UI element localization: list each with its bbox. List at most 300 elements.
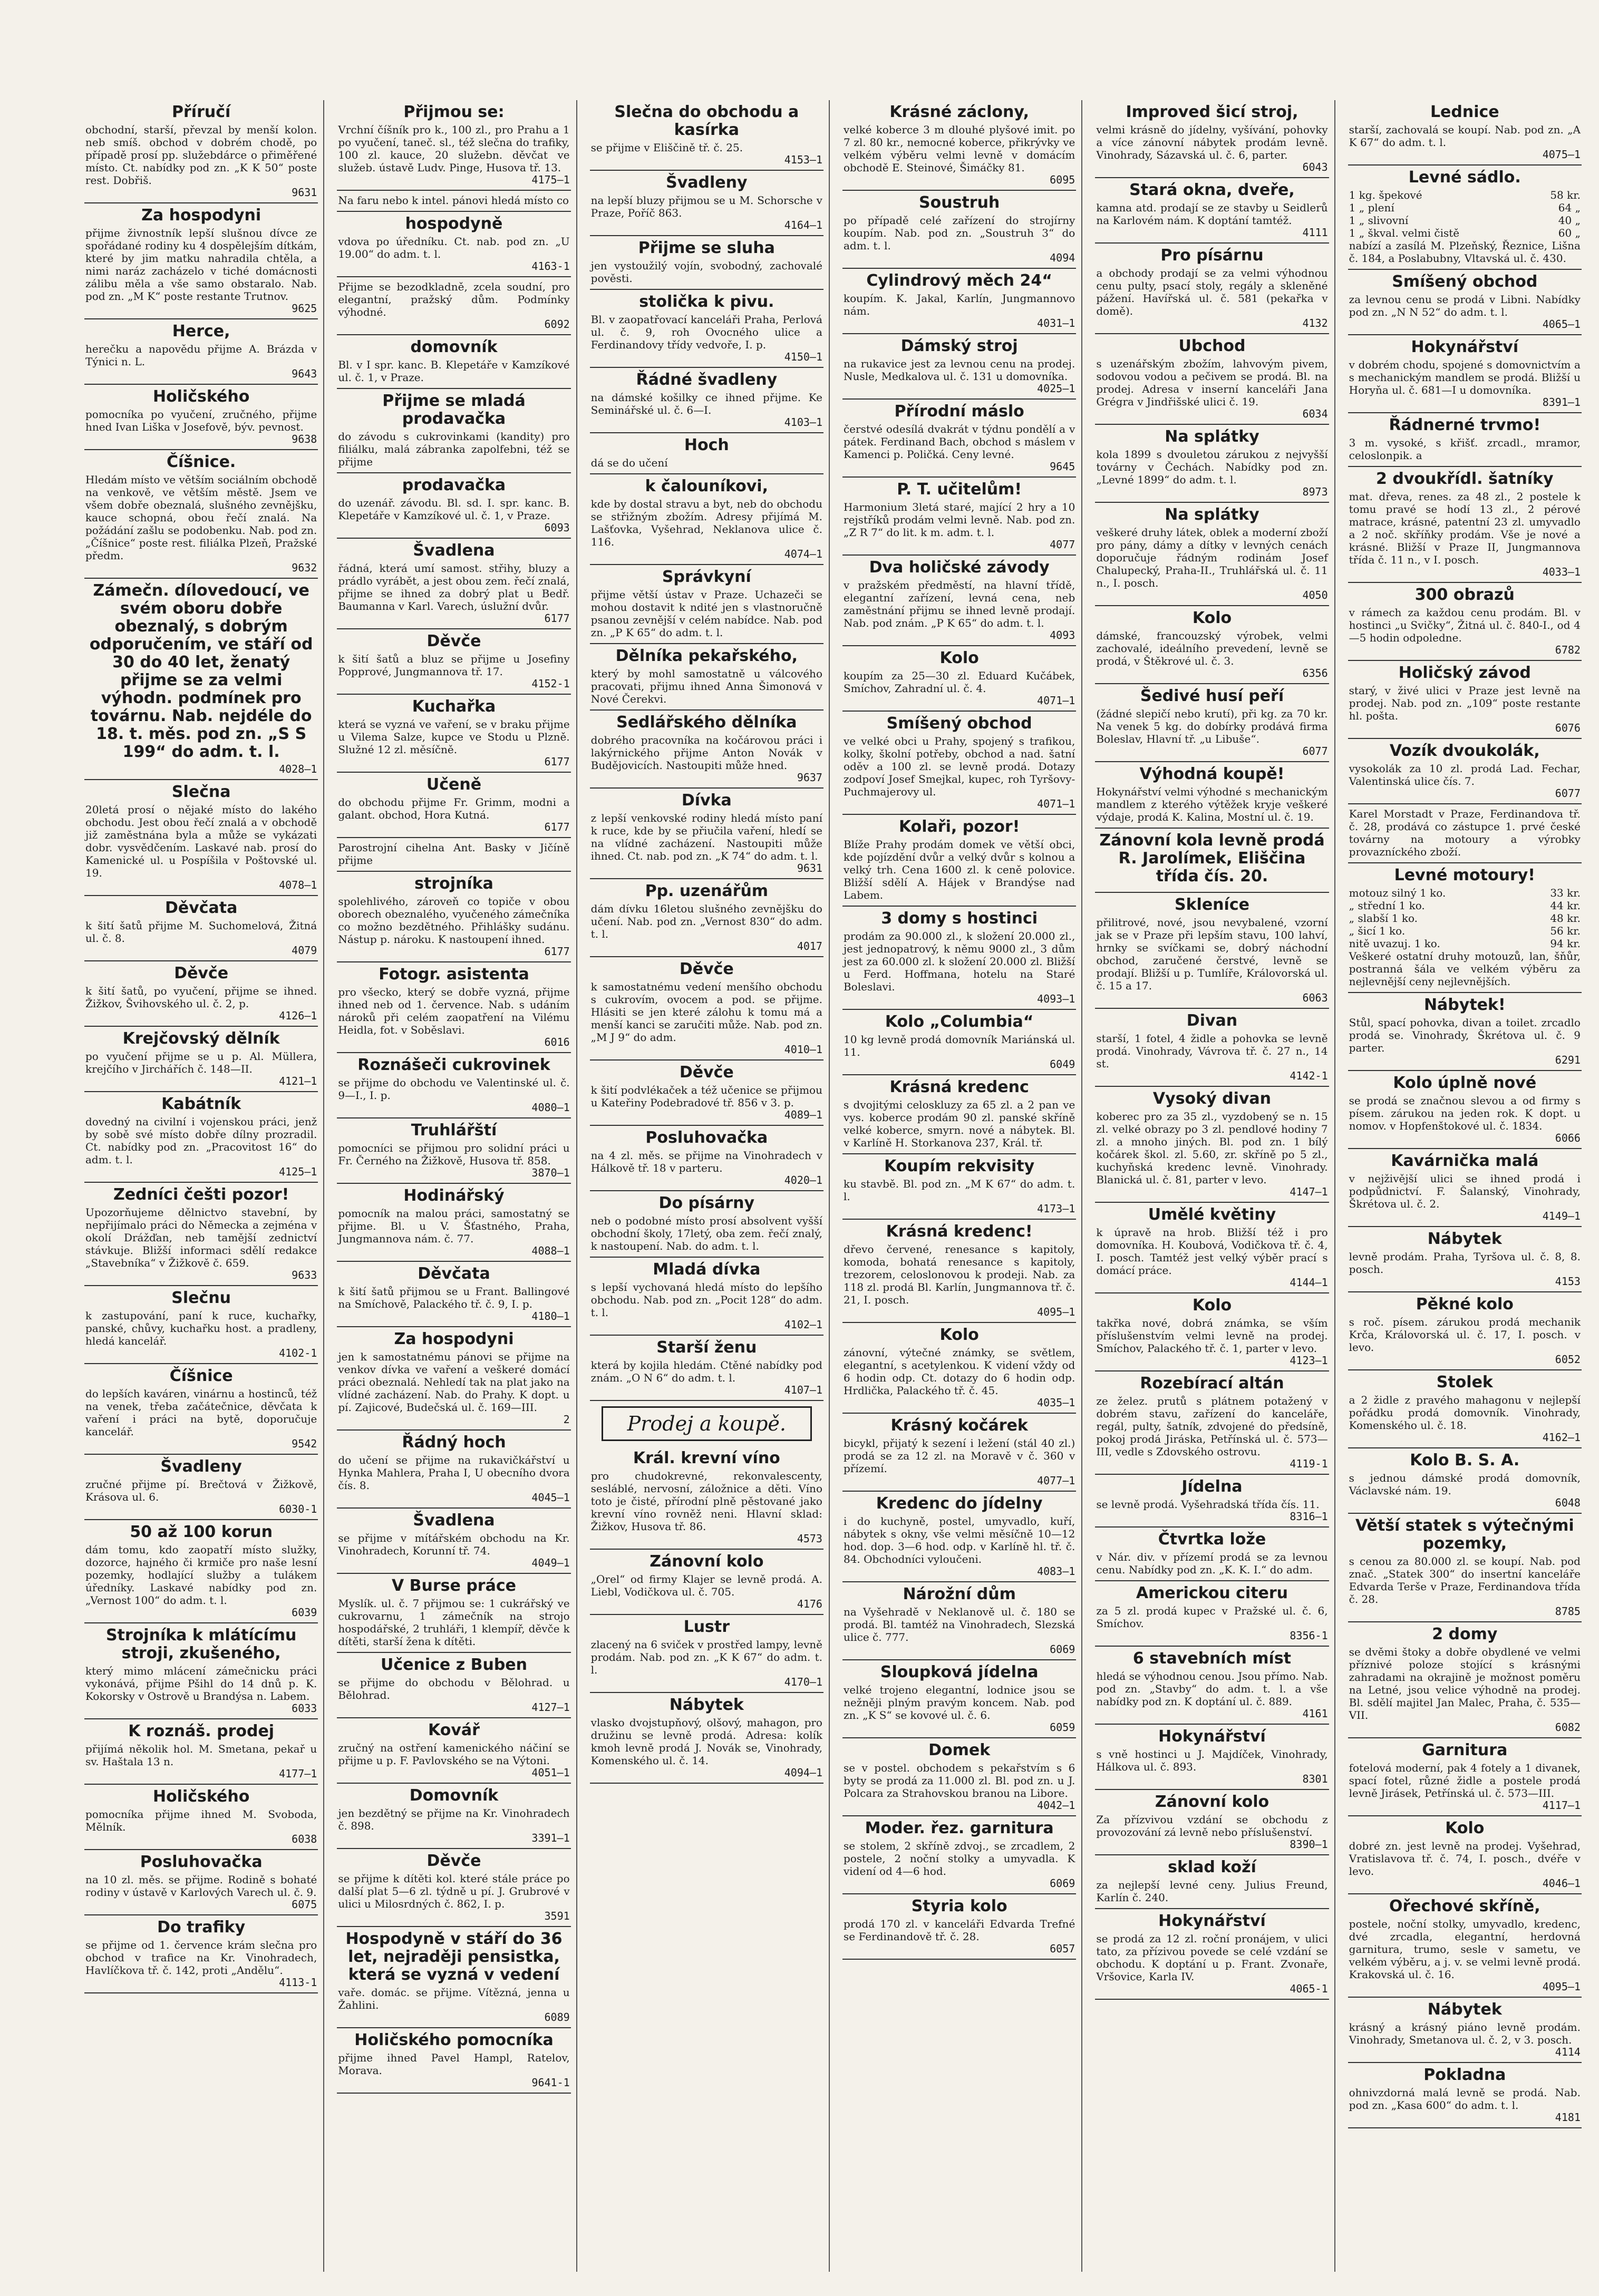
ad-reference-number: 4046—1 <box>1542 1877 1581 1890</box>
ad-reference-number: 4102—1 <box>784 1318 822 1331</box>
ad-headline: Učenice z Buben <box>380 1656 527 1674</box>
ad-reference-number: 4094 <box>1050 251 1075 264</box>
ad-body: kola 1899 s dvouletou zárukou z nejvyšší továrny v Čechách. Nabídky pod zn. „Levné 1899“ do adm. t. l. <box>1096 448 1328 486</box>
ad-headline: Učeně <box>426 775 482 794</box>
ad-body-continued: nabízí a zasílá M. Plzeňský, Řeznice, Lišna č. 184, a Poslabubny, Vltavská ul. č. 430. <box>1349 239 1581 265</box>
ad-body: dobrého pracovníka na kočárovou práci i lakýrnického přijme Anton Novák v Budějovicích. Nastoupiti může hned. <box>590 734 822 772</box>
ad-body: se levně prodá. Vyšehradská třída čís. 11. <box>1096 1498 1320 1511</box>
ad-headline: Dva holičské závody <box>869 558 1050 577</box>
ad-body: Stůl, spací pohovka, divan a toilet. zrcadlo prodá se. Vinohrady, Škrétova ul. č. 9 parter. <box>1349 1016 1581 1054</box>
ad-body: Na faru nebo k intel. pánovi hledá místo co <box>338 194 569 207</box>
ad-body: velmi krásně do jídelny, vyšívání, pohovky a více zánovní nábytek prodám levně. Vinohrady, Sázavská ul. č. 6, parter. <box>1096 123 1328 161</box>
ad-headline: Řádný hoch <box>402 1433 506 1452</box>
ad-reference-number: 6356 <box>1302 667 1328 679</box>
classified-ad <box>842 1816 1076 1894</box>
ad-reference-number: 4088—1 <box>531 1244 570 1257</box>
ad-body: s uzenářským zbožím, lahvovým pivem, sodovou vodou a pečivem se prodá. Bl. na prodej. Adresa v inserní kanceláři Jana Grégra v Jindřišské ulici č. 19. <box>1096 357 1328 408</box>
classified-ad <box>590 368 823 433</box>
classified-ad <box>84 319 318 385</box>
ad-headline: Soustruh <box>919 193 1000 212</box>
price-item: 1 „ škval. velmi čistě <box>1349 227 1460 239</box>
ad-body: koberec pro za 35 zl., vyzdobený se n. 15 zl. velké obrazy po 3 zl. pendlové hodiny 7 zl. a mnoho jiných. Bl. pod zn. 1 bílý kočárek škol. zl. 5.60, zr. skříně po 5 zl., kuchyňská kredenc levně. Vinohrady. Blanická ul. č. 81, parter v levo. <box>1096 1110 1328 1186</box>
classified-ad <box>590 290 823 368</box>
ad-body: se přijme v Eliščině tř. č. 25. <box>590 141 743 154</box>
classified-ad <box>337 1431 570 1509</box>
classified-ad <box>1348 166 1582 270</box>
ad-headline: Kolo <box>939 649 979 667</box>
ad-column <box>585 100 830 2272</box>
ad-headline: Levné sádlo. <box>1408 168 1521 187</box>
ad-reference-number: 6077 <box>1302 745 1328 757</box>
ad-reference-number: 6177 <box>544 821 570 833</box>
ad-reference-number: 6038 <box>292 1833 317 1845</box>
ad-body: koupím. K. Jakal, Karlín, Jungmannovo nám. <box>843 292 1075 317</box>
ad-body: ze želez. prutů s plátnem potažený v dobrém stavu, zařízení do kanceláře, regál, pulty, šatník, zdvojené do předsíně, pokoj prodá Jiráska, Petřínská ul. č. 573—III, vedle s Zdovského ostrovu. <box>1096 1395 1328 1458</box>
ad-headline: Děvče <box>427 1852 481 1870</box>
ad-reference-number: 4065-1 <box>1290 1982 1328 1995</box>
ad-headline: K roznáš. prodej <box>128 1722 275 1740</box>
ad-headline: Kavárnička malá <box>1391 1152 1539 1170</box>
ad-headline: Cylindrový měch 24“ <box>866 271 1052 290</box>
ad-reference-number: 4103—1 <box>784 416 822 429</box>
ad-reference-number: 4074—1 <box>784 548 822 560</box>
ad-reference-number: 9643 <box>292 367 317 380</box>
ad-reference-number: 6092 <box>544 318 570 330</box>
ad-body: do obchodu přijme Fr. Grimm, modni a galant. obchod, Hora Kutná. <box>338 796 570 821</box>
classified-ad <box>842 1582 1076 1660</box>
ad-headline: Nábytek <box>1427 2000 1502 2019</box>
ad-reference-number: 4153 <box>1555 1275 1581 1288</box>
price-value: 33 kr. <box>1550 887 1581 899</box>
ad-reference-number: 6082 <box>1555 1721 1581 1734</box>
classified-ad <box>1095 244 1329 334</box>
classified-ad <box>842 907 1076 1010</box>
ad-body: vdova po úředníku. Ct. nab. pod zn. „U 19.00“ do adm. t. l. <box>338 235 570 260</box>
ad-body: v Nár. div. v přízemí prodá se za levnou cenu. Nabídky pod zn. „K. K. I.“ do adm. <box>1096 1551 1328 1576</box>
ad-reference-number: 4102-1 <box>279 1347 317 1359</box>
classified-ad <box>1095 1909 1329 2000</box>
ad-reference-number: 4163-1 <box>531 260 570 273</box>
ad-reference-number: 4126—1 <box>279 1009 317 1022</box>
ad-reference-number: 4162—1 <box>1542 1431 1581 1444</box>
classified-ad <box>590 789 823 879</box>
ad-body: k šití šatů přijmou se u Frant. Ballingové na Smíchově, Palackého tř. č. 9, I. p. <box>338 1285 570 1310</box>
ad-headline: Hoch <box>684 436 729 454</box>
ad-reference-number: 6077 <box>1555 787 1581 800</box>
ad-body: řádná, která umí samost. střihy, bluzy a prádlo vyrábět, a jest obou zem. řečí znalá, přijme se ihned za dobrý plat u Bedř. Baumanna v Karl. Varech, úslužní dvůr. <box>338 562 570 612</box>
ad-headline: Král. krevní víno <box>633 1449 780 1467</box>
ad-body: s lepší vychovaná hledá místo do lepšího obchodu. Nab. pod zn. „Pocit 128“ do adm. t. l. <box>590 1281 822 1319</box>
ad-body: pomocníka po vyučení, zručného, přijme hned Ivan Liška v Josefově, býv. pevnost. <box>85 408 317 433</box>
classified-ad <box>1348 1071 1582 1149</box>
ad-reference-number: 4121—1 <box>279 1075 317 1087</box>
ad-body: zručné přijme pí. Brečtová v Žižkově, Krásova ul. 6. <box>85 1478 317 1503</box>
ad-reference-number: 4113-1 <box>279 1976 317 1989</box>
classified-ad <box>842 191 1076 269</box>
ad-body: se dvěmi štoky a dobře obydlené ve velmi příznivé poloze stojící s krásnými zahradami na okrajině je možnost poměru na Letné, jsou velice výhodně na prodej. Bl. sdělí majitel Jan Malec, Praha, č. 535—VII. <box>1349 1646 1581 1721</box>
ad-body: obchodní, starší, převzal by menší kolon. neb smíš. obchod v dobrém chodě, po případě prosí pp. služebdárce o přiměřené místo. Ct. nabídky pod zn. „K K 50“ poste rest. Dobřiš. <box>85 123 317 187</box>
classified-ad <box>84 1520 318 1623</box>
ad-reference-number: 4095—1 <box>1037 1306 1075 1318</box>
ad-reference-number: 6093 <box>544 521 570 534</box>
ad-headline: Kolo B. S. A. <box>1410 1451 1520 1470</box>
ad-body: kamna atd. prodají se ze stavby u Seidlerů na Karlovém nám. K doptání tamtéž. <box>1096 201 1328 227</box>
ad-body: na 4 zl. měs. se přijme na Vinohradech v Hálkově tř. 18 v parteru. <box>590 1149 822 1174</box>
classified-ad <box>1348 863 1582 993</box>
ad-headline: Švadlena <box>413 541 495 560</box>
classified-ad <box>1348 1738 1582 1816</box>
ad-body: starší, 1 fotel, 4 židle a pohovka se levně prodá. Vinohrady, Vávrova tř. č. 27 n., 14 st. <box>1096 1032 1328 1070</box>
ad-body: do závodu s cukrovinkami (kandity) pro filiálku, malá zábranka zapolfebni, též se přijme <box>338 430 570 468</box>
ad-body: se stolem, 2 skříně zdvoj., se zrcadlem, 2 postele, 2 noční stolky a umyvadla. K videní od 4—6 hod. <box>843 1840 1075 1877</box>
price-value: 58 kr. <box>1550 189 1581 201</box>
ad-body: se přijme k dítěti kol. které stále práce po další plat 5—6 zl. týdně u pí. J. Grubrové v ulici u Milosrdných č. 862, I. p. <box>338 1872 570 1910</box>
classified-ad <box>842 1660 1076 1738</box>
ad-reference-number: 4077 <box>1050 538 1075 551</box>
ad-headline: Na splátky <box>1165 505 1259 524</box>
ad-headline: Kabátník <box>161 1095 241 1113</box>
ad-headline: Stolek <box>1436 1373 1493 1392</box>
ad-headline: P. T. učitelům! <box>897 480 1022 499</box>
classified-ad <box>84 203 318 319</box>
classified-ad <box>590 1061 823 1126</box>
ad-reference-number: 6033 <box>292 1702 317 1715</box>
ad-headline: Domovník <box>409 1786 499 1805</box>
ad-reference-number: 4161 <box>1302 1707 1328 1720</box>
ad-headline: Moder. řez. garnitura <box>865 1819 1054 1837</box>
ad-body: neb o podobné místo prosí absolvent vyšší obchodní školy, 17letý, oba zem. řečí znalý, k nastoupení. Nab. do adm. t. l. <box>590 1214 822 1252</box>
ad-headline: Šedivé husí peří <box>1140 687 1284 705</box>
ad-headline: Smíšený obchod <box>1392 273 1538 291</box>
ad-headline: Za hospodyni <box>394 1330 514 1348</box>
classified-ad <box>1095 1855 1329 1909</box>
ad-body: přijme ihned Pavel Hampl, Ratelov, Morava. <box>338 2051 570 2077</box>
ad-reference-number: 4049—1 <box>531 1556 570 1569</box>
classified-ad <box>337 389 570 473</box>
ad-reference-number: 6039 <box>292 1606 317 1619</box>
classified-ad <box>590 1336 823 1401</box>
ad-headline: 300 obrazů <box>1414 586 1515 604</box>
classified-ad <box>84 385 318 450</box>
price-item: 1 kg. špekové <box>1349 189 1422 201</box>
ad-body: ve velké obci u Prahy, spojený s trafikou, kolky, školní potřeby, obchod a nad. šatní oděv a 100 zl. se levně prodá. Dotazy zodpoví Josef Smejkal, kupec, roh Tyršovy-Puchmajerovy ul. <box>843 735 1075 798</box>
ad-reference-number: 6043 <box>1302 161 1328 173</box>
classified-ad <box>590 474 823 565</box>
ad-column <box>332 100 577 2272</box>
classified-ad <box>842 1220 1076 1323</box>
ad-body: velké koberce 3 m dlouhé plyšové imit. po 7 zl. 80 kr., nemocné koberce, přikrývky ve velkém výběru velmi levně v domácím obchodě E. Steinové, Šimáčky 81. <box>843 123 1075 174</box>
ad-body: do učení se přijme na rukavičkářství u Hynka Mahlera, Praha I, U obecního dvora čís. 8. <box>338 1454 570 1492</box>
ad-reference-number: 9632 <box>292 561 317 574</box>
ad-reference-number: 8356-1 <box>1290 1629 1328 1642</box>
ad-headline: Mladá dívka <box>653 1260 761 1279</box>
ad-body: postele, noční stolky, umyvadlo, kredenc, dvé zrcadla, elegantní, herdovná garnitura, trumo, sesle v sametu, ve velkém výběru, a j. v. se velmi levně prodá. Krakovská ul. č. 16. <box>1349 1918 1581 1981</box>
classified-ad <box>1095 100 1329 178</box>
ad-body: Hokynářství velmi výhodné s mechanickým mandlem z kterého výtěžek kryje veškeré výdaje, prodá K. Kalina, Mostní ul. č. 19. <box>1096 785 1328 823</box>
ad-headline: Zánovní kolo <box>1155 1793 1269 1811</box>
ad-headline: Kolo úplně nové <box>1393 1074 1537 1092</box>
ad-headline: Pro písárnu <box>1160 246 1264 265</box>
ad-body: s vně hostinci u J. Majdíček, Vinohrady, Hálkova ul. č. 893. <box>1096 1748 1328 1773</box>
ad-body: pro všecko, který se dobře vyzná, přijme ihned neb od 1. července. Nab. s udáním nároků při celém zaopatření na Vilému Heidla, fot. v Soběslavi. <box>338 986 570 1036</box>
ad-reference-number: 6048 <box>1555 1496 1581 1509</box>
classified-ad <box>1348 804 1582 863</box>
classified-ad <box>1348 739 1582 804</box>
ad-reference-number: 4153—1 <box>784 153 822 166</box>
price-value: 44 kr. <box>1550 899 1581 912</box>
price-row <box>1349 189 1581 201</box>
ad-body: se přijme v mítářském obchodu na Kr. Vinohradech, Korunní tř. 74. <box>338 1532 570 1557</box>
ad-headline: Nábytek! <box>1423 996 1506 1014</box>
classified-ad <box>842 1894 1076 1960</box>
ad-body: se přijme od 1. července krám slečna pro obchod v trafice na Kr. Vinohradech, Havlíčkova tř. č. 142, proti „Andělu“. <box>85 1939 317 1977</box>
ad-body: herečku a napovědu přijme A. Brázda v Týnici n. L. <box>85 343 317 368</box>
classified-ad <box>590 1191 823 1258</box>
price-value: 48 kr. <box>1550 912 1581 925</box>
ad-column <box>1343 100 1587 2272</box>
ad-reference-number: 4050 <box>1302 589 1328 601</box>
classified-ad <box>337 695 570 773</box>
ad-body: Blíže Prahy prodám domek ve větší obci, kde pojízdění dvůr a velký dvůr s kolnou a velký trh. Cena 1600 zl. k ceně polovice. Bližší sdělí A. Hájek v Brandýse nad Labem. <box>843 838 1075 901</box>
ad-reference-number: 4149—1 <box>1542 1210 1581 1222</box>
classified-ad <box>1348 1370 1582 1448</box>
ad-body: se přijme do obchodu ve Valentinské ul. č. 9—I., I. p. <box>338 1076 570 1102</box>
classified-ad <box>590 957 823 1061</box>
ad-body: z lepší venkovské rodiny hledá místo paní k ruce, kde by se přiučila vaření, hledí se na vlídné zacházení. Nastoupiti může ihned. Ct. nab. pod zn. „K 74“ do adm. t. l. <box>590 812 822 862</box>
ad-body: v pražském předměstí, na hlavní třídě, elegantní zařízení, levná cena, neb zaměstnání přijmu se ihned levně prodají. Nab. pod znám. „P K 65“ do adm. t. l. <box>843 579 1075 629</box>
classified-ad <box>1095 1475 1329 1528</box>
ad-headline: Fotogr. asistenta <box>379 965 529 984</box>
ad-body: do uzenář. závodu. Bl. sd. I. spr. kanc. B. Klepetáře v Kamzíkové ul. č. 1, v Praze. <box>338 497 570 522</box>
classified-ad <box>337 100 570 191</box>
ad-headline: Hodinářský <box>403 1186 505 1205</box>
classified-ad <box>842 1154 1076 1220</box>
ad-body: dámské, francouzský výrobek, velmi zachovalé, ideálního prevedení, levně se prodá, v Štěkrové ul. č. 3. <box>1096 629 1328 667</box>
ad-reference-number: 8316—1 <box>1290 1510 1328 1523</box>
price-item: 1 „ slivovní <box>1349 214 1409 227</box>
ad-body: ohnivzdorná malá levně se prodá. Nab. pod zn. „Kasa 600“ do adm. t. l. <box>1349 2086 1581 2112</box>
ad-reference-number: 6076 <box>1555 722 1581 734</box>
ad-reference-number: 4173—1 <box>1037 1202 1075 1215</box>
ad-body: a 2 židle z pravého mahagonu v nejlepší pořádku prodá domovník. Vinohrady, Komenského ul. č. 18. <box>1349 1394 1581 1432</box>
classified-ad <box>1348 1816 1582 1894</box>
section-banner: Prodej a koupě. <box>602 1406 812 1441</box>
ad-headline: Hokynářství <box>1411 338 1519 356</box>
ad-reference-number: 9645 <box>1050 460 1075 473</box>
ad-headline: Holičský závod <box>1398 664 1531 682</box>
classified-ad <box>590 1693 823 1784</box>
classified-ad <box>337 962 570 1053</box>
ad-reference-number: 4078—1 <box>279 879 317 891</box>
classified-ad <box>1348 1622 1582 1738</box>
classified-ad <box>337 629 570 695</box>
ad-headline: Vozík dvoukolák, <box>1389 742 1540 760</box>
price-item: „ šicí 1 ko. <box>1349 925 1406 937</box>
ad-headline: Starší ženu <box>656 1338 757 1357</box>
ad-reference-number: 4125—1 <box>279 1165 317 1178</box>
ad-headline: Pp. uzenářům <box>645 882 769 900</box>
ad-reference-number: 4095—1 <box>1542 1980 1581 1993</box>
classified-ad <box>1095 334 1329 425</box>
classified-ad <box>84 579 318 780</box>
classified-ad <box>337 539 570 629</box>
price-item: motouz silný 1 ko. <box>1349 887 1446 899</box>
classified-ad <box>1348 1448 1582 1514</box>
ad-reference-number: 4083—1 <box>1037 1565 1075 1578</box>
ad-body: „Orel“ od firmy Klajer se levně prodá. A. Liebl, Vodičkova ul. č. 705. <box>590 1573 822 1598</box>
classified-ad <box>590 100 823 171</box>
ad-headline: Větší statek s výtečnými pozemky, <box>1355 1516 1574 1553</box>
ad-headline: Pokladna <box>1423 2066 1506 2084</box>
ad-headline: Holičského <box>152 387 250 406</box>
classified-ad <box>337 773 570 838</box>
classified-ad <box>84 896 318 961</box>
classified-ad <box>1095 893 1329 1009</box>
ad-body: hledá se výhodnou cenou. Jsou přímo. Nab. pod zn. „Stavby“ do adm. t. l. a vše nabídky pod zn. K doptání ul. č. 889. <box>1096 1670 1328 1708</box>
ad-headline: k čalouníkovi, <box>645 477 768 495</box>
ad-headline: Rozebírací altán <box>1140 1374 1284 1393</box>
ad-body: za 5 zl. prodá kupec v Pražské ul. č. 6, Smíchov. <box>1096 1604 1328 1630</box>
ad-body: k šití podvlékaček a též učenice se přijmou u Kateřiny Podebradové tř. 856 v 3. p. <box>590 1084 822 1109</box>
ad-headline: Přijmou se: <box>403 103 505 121</box>
ad-body: na 10 zl. měs. se přijme. Rodině s bohaté rodiny v ústavě v Karlových Varech ul. č. 9. <box>85 1873 317 1899</box>
classified-ad <box>1348 2063 1582 2128</box>
classified-ad <box>1348 335 1582 413</box>
ad-reference-number: 4573 <box>797 1532 822 1545</box>
ad-headline: Ubchod <box>1178 337 1246 355</box>
ad-headline: Garnitura <box>1422 1741 1508 1759</box>
ad-reference-number: 9625 <box>292 302 317 315</box>
ad-reference-number: 6075 <box>292 1898 317 1911</box>
ad-reference-number: 8301 <box>1302 1773 1328 1785</box>
ad-column <box>837 100 1082 2272</box>
ad-body: Myslík. ul. č. 7 přijmou se: 1 cukrářský ve cukrovarnu, 1 zámečník na strojo hospodářské, 2 truhláři, 1 klempíř, děvče k dítěti, starší žena k dítěti. <box>338 1597 570 1648</box>
ad-body: Upozorňujeme dělnictvo stavební, by nepřijímalo práci do Německa a zejména v okolí Drážďan, neb tamější zednictví stávkuje. Bližší informaci sdělí redakce „Stavebníka“ v Žižkově č. 659. <box>85 1206 317 1269</box>
ad-reference-number: 4089—1 <box>784 1108 822 1121</box>
ad-body: do lepších kaváren, vinárnu a hostinců, též na venek, třeba začátečnice, děvčata k vaření i práci na bytě, doporučuje kancelář. <box>85 1387 317 1438</box>
ad-body: přijme větší ústav v Praze. Uchazeči se mohou dostavit k ndité jen s vlastnoručně psanou zevnější v celém nabídce. Nab. pod zn. „P K 65“ do adm. t. l. <box>590 588 822 639</box>
classified-ad <box>842 712 1076 815</box>
ad-body: na dámské košilky ce ihned přijme. Ke Seminářské ul. č. 6—I. <box>590 391 822 416</box>
ad-headline: 2 dvoukřídl. šatníky <box>1376 470 1554 488</box>
ad-body: za levnou cenu se prodá v Libni. Nabídky pod zn. „N N 52“ do adm. t. l. <box>1349 293 1581 318</box>
ad-reference-number: 4094—1 <box>784 1766 822 1779</box>
ad-headline: Čtvrtka lože <box>1158 1530 1266 1549</box>
ad-reference-number: 4077—1 <box>1037 1474 1075 1487</box>
ad-body: se v postel. obchodem s pekařstvím s 6 byty se prodá za 11.000 zl. Bl. pod zn. u J. Polcara za Strahovskou branou na Libore. <box>843 1762 1075 1799</box>
ad-headline: Zánovní kola levně prodá R. Jarolímek, Eliščina třída čís. 20. <box>1099 831 1325 886</box>
ad-reference-number: 4177—1 <box>279 1767 317 1780</box>
ad-reference-number: 4042—1 <box>1037 1799 1075 1812</box>
ad-reference-number: 4020—1 <box>784 1174 822 1186</box>
ad-headline: 2 domy <box>1432 1625 1498 1643</box>
ad-body: k zastupování, paní k ruce, kuchařky, panské, chůvy, kuchařku host. a pradleny, hledá kancelář. <box>85 1309 317 1347</box>
ad-body: na rukavice jest za levnou cenu na prodej. Nusle, Medkalova ul. č. 131 u domovníka. <box>843 357 1075 383</box>
ad-headline: Zedníci češti pozor! <box>113 1185 289 1204</box>
ad-headline: prodavačka <box>402 476 506 494</box>
classified-ad <box>84 780 318 896</box>
classified-ad <box>337 838 570 872</box>
ad-body: za nejlepší levné ceny. Julius Freund, Karlín č. 240. <box>1096 1879 1328 1904</box>
ad-reference-number: 4176 <box>797 1598 822 1610</box>
price-item: 1 „ plení <box>1349 201 1394 214</box>
ad-reference-number: 4093 <box>1050 629 1075 641</box>
classified-ad <box>337 277 570 335</box>
ad-body: velké trojeno elegantní, lodnice jsou se nežněji plným pravým koncem. Nab. pod zn. „K S“ se kovové ul. č. 6. <box>843 1684 1075 1721</box>
ad-body: k šití šatů, po vyučení, přijme se ihned. Žižkov, Švihovského ul. č. 2, p. <box>85 985 317 1010</box>
ad-reference-number: 9542 <box>292 1437 317 1450</box>
ad-reference-number: 4079 <box>292 944 317 957</box>
classified-ad <box>842 1492 1076 1582</box>
newspaper-page <box>79 100 1587 2272</box>
classified-ad <box>1095 503 1329 606</box>
ad-reference-number: 4093—1 <box>1037 993 1075 1005</box>
ad-headline: Kovář <box>428 1721 480 1739</box>
ad-column <box>1090 100 1335 2272</box>
ad-headline: Nábytek <box>669 1696 744 1714</box>
ad-body: která se vyzná ve vaření, se v braku přijme u Vilema Salze, kupce ve Stodu u Plzně. Služné 12 zl. měsíčně. <box>338 718 570 756</box>
ad-body: prodá 170 zl. v kanceláři Edvarda Trefné se Ferdinandově tř. č. 28. <box>843 1918 1075 1943</box>
ad-reference-number: 8785 <box>1555 1605 1581 1618</box>
ad-headline: Jídelna <box>1181 1477 1243 1496</box>
ad-body: se prodá se značnou slevou a od firmy s písem. zárukou na jeden rok. K dopt. u nomov. v Hopfenštokové ul. č. 1834. <box>1349 1094 1581 1132</box>
ad-reference-number: 6177 <box>544 945 570 958</box>
ad-reference-number: 4031—1 <box>1037 317 1075 329</box>
ad-reference-number: 4107—1 <box>784 1384 822 1396</box>
ad-headline: Stará okna, dveře, <box>1129 181 1295 199</box>
ad-body: který mimo mlácení zámečnicku práci vykonává, přijme Pšihl do 14 dnů p. K. Kokorsky v Ostrově u Brandýsa n. Labem. <box>85 1665 317 1702</box>
ad-headline: Kredenc do jídelny <box>876 1494 1043 1513</box>
ad-headline: Zánovní kolo <box>650 1552 764 1571</box>
ad-reference-number: 8390—1 <box>1290 1838 1328 1851</box>
ad-headline: Nábytek <box>1427 1230 1502 1248</box>
ad-body: v dobrém chodu, spojené s domovnictvím a s mechanickým mandlem se prodá. Bližší u Horyňa ul. č. 681—I u domovníka. <box>1349 358 1581 396</box>
classified-ad <box>1095 762 1329 829</box>
ad-body: na Vyšehradě v Neklanově ul. č. 180 se prodá. Bl. tamtéž na Vinohradech, Slezská ulice č. 777. <box>843 1606 1075 1643</box>
ad-reference-number: 2 <box>563 1413 570 1426</box>
ad-body: na lepší bluzy přijmou se u M. Schorsche v Praze, Poříč 863. <box>590 194 822 219</box>
ad-headline: stolička k pivu. <box>639 293 774 311</box>
classified-ad <box>84 1455 318 1520</box>
ad-headline: Kolo <box>939 1326 979 1344</box>
ad-reference-number: 6030-1 <box>279 1503 317 1515</box>
classified-ad <box>842 815 1076 907</box>
ad-headline: Dívka <box>681 791 732 810</box>
classified-ad <box>84 1785 318 1850</box>
ad-reference-number: 9633 <box>292 1269 317 1281</box>
ad-body: krásný a krásný piáno levně prodám. Vinohrady, Smetanova ul. č. 2, v 3. posch. <box>1349 2021 1581 2046</box>
ad-headline: Číšnice <box>169 1367 233 1385</box>
ad-body: vysokolák za 10 zl. prodá Lad. Fechar, Valentinská ulice čís. 7. <box>1349 762 1581 787</box>
classified-ad <box>84 961 318 1027</box>
ad-body: 20letá prosí o nějaké místo do lakého obchodu. Jest obou řečí znalá a v obchodě již zaměstnána byla a může se vykázati dobr. vysvědčením. Laskavé nab. prosí do Kamenické ul. u Pospíšila v Poštovské ul. 19. <box>85 803 317 879</box>
ad-headline: Hokynářství <box>1158 1912 1266 1930</box>
classified-ad <box>84 100 318 203</box>
ad-headline: strojníka <box>414 874 493 893</box>
ad-headline: 3 domy s hostinci <box>881 909 1038 928</box>
ad-body: Hledám místo ve větším sociálním obchodě na venkově, ve větším městě. Jsem ve všem dobře obeznalá, slušného zevnějšku, kauce schopná, obou řečí znalá. Na požádání zašlu se podobenku. Nab. pod zn. „Číšnice“ poste rest. filiálka Plzeň, Pražské předm. <box>85 473 317 562</box>
ad-headline: Kolo <box>1445 1819 1485 1837</box>
ad-reference-number: 3870—1 <box>531 1166 570 1179</box>
ad-headline: Holičského pomocníka <box>354 2031 554 2049</box>
ad-headline: Kuchařka <box>412 697 496 716</box>
ad-headline: Kolo „Columbia“ <box>885 1013 1034 1031</box>
ad-reference-number: 4152-1 <box>531 677 570 690</box>
classified-ad <box>842 646 1076 712</box>
classified-ad <box>84 1286 318 1364</box>
classified-ad <box>337 1327 570 1431</box>
ad-headline: Dělníka pekařského, <box>615 647 798 665</box>
